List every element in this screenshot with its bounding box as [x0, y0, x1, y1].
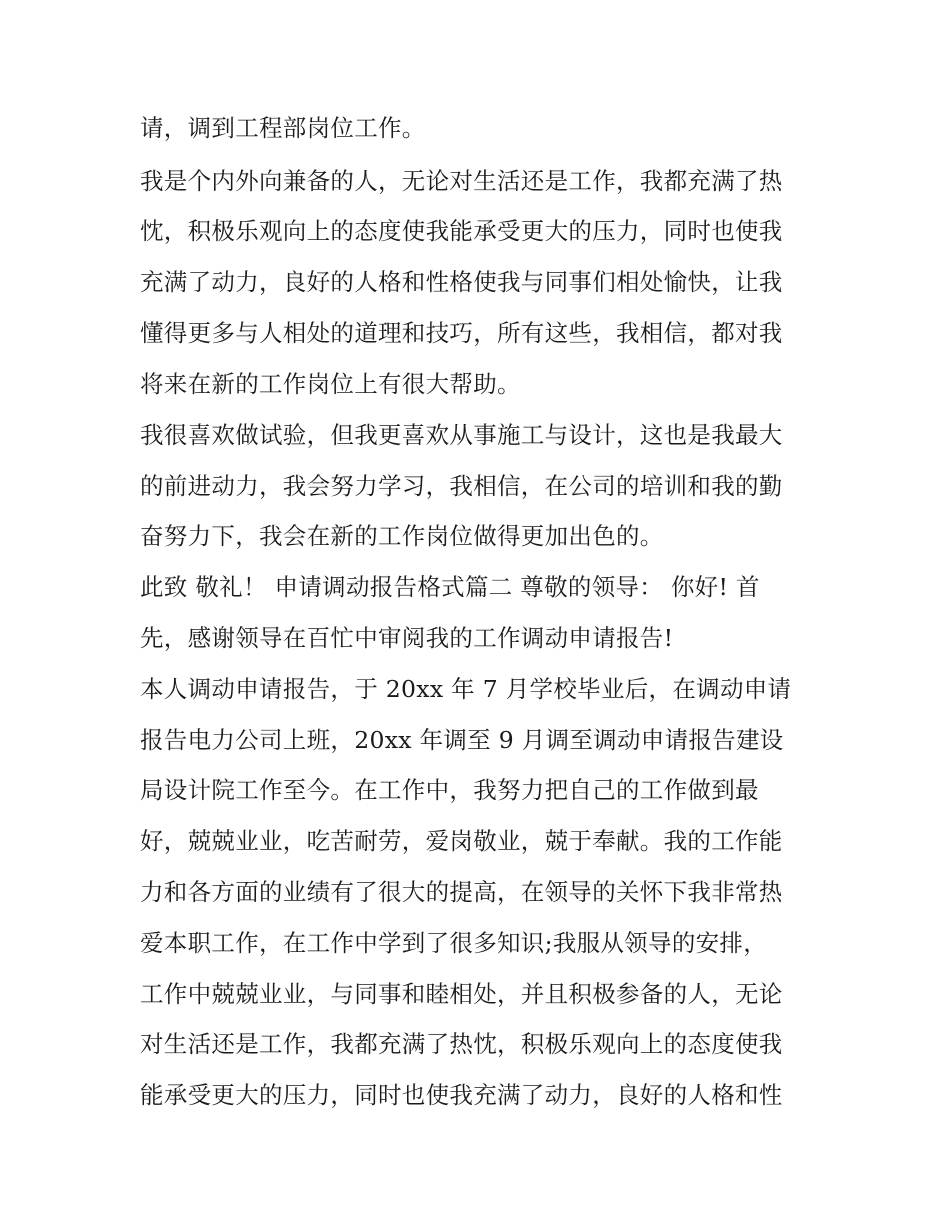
text-line: 懂得更多与人相处的道理和技巧，所有这些，我相信，都对我	[140, 319, 783, 347]
text-line: 能承受更大的压力，同时也使我充满了动力，良好的人格和性	[140, 1081, 783, 1109]
text-line: 的前进动力，我会努力学习，我相信，在公司的培训和我的勤	[140, 472, 783, 500]
text-line: 本人调动申请报告，于 20xx 年 7 月学校毕业后，在调动申请	[140, 675, 792, 703]
text-line: 爱本职工作，在工作中学到了很多知识;我服从领导的安排，	[140, 929, 768, 957]
text-line: 我是个内外向兼备的人，无论对生活还是工作，我都充满了热	[140, 167, 783, 195]
text-line: 局设计院工作至今。在工作中，我努力把自己的工作做到最	[140, 776, 759, 804]
text-line: 好，兢兢业业，吃苦耐劳，爱岗敬业，兢于奉献。我的工作能	[140, 827, 783, 855]
text-line: 将来在新的工作岗位上有很大帮助。	[140, 370, 521, 398]
text-line: 忱，积极乐观向上的态度使我能承受更大的压力，同时也使我	[140, 217, 783, 245]
text-line: 充满了动力，良好的人格和性格使我与同事们相处愉快，让我	[140, 268, 783, 296]
text-line: 先，感谢领导在百忙中审阅我的工作调动申请报告!	[140, 624, 674, 652]
text-line: 报告电力公司上班，20xx 年调至 9 月调至调动申请报告建设	[140, 726, 784, 754]
text-line: 奋努力下，我会在新的工作岗位做得更加出色的。	[140, 522, 664, 550]
text-line: 力和各方面的业绩有了很大的提高，在领导的关怀下我非常热	[140, 878, 783, 906]
text-line: 对生活还是工作，我都充满了热忱，积极乐观向上的态度使我	[140, 1030, 783, 1058]
text-line: 请，调到工程部岗位工作。	[140, 114, 426, 142]
text-line: 工作中兢兢业业，与同事和睦相处，并且积极参备的人，无论	[140, 980, 783, 1008]
text-line: 此致 敬礼！ 申请调动报告格式篇二 尊敬的领导： 你好! 首	[140, 573, 760, 601]
text-line: 我很喜欢做试验，但我更喜欢从事施工与设计，这也是我最大	[140, 421, 783, 449]
